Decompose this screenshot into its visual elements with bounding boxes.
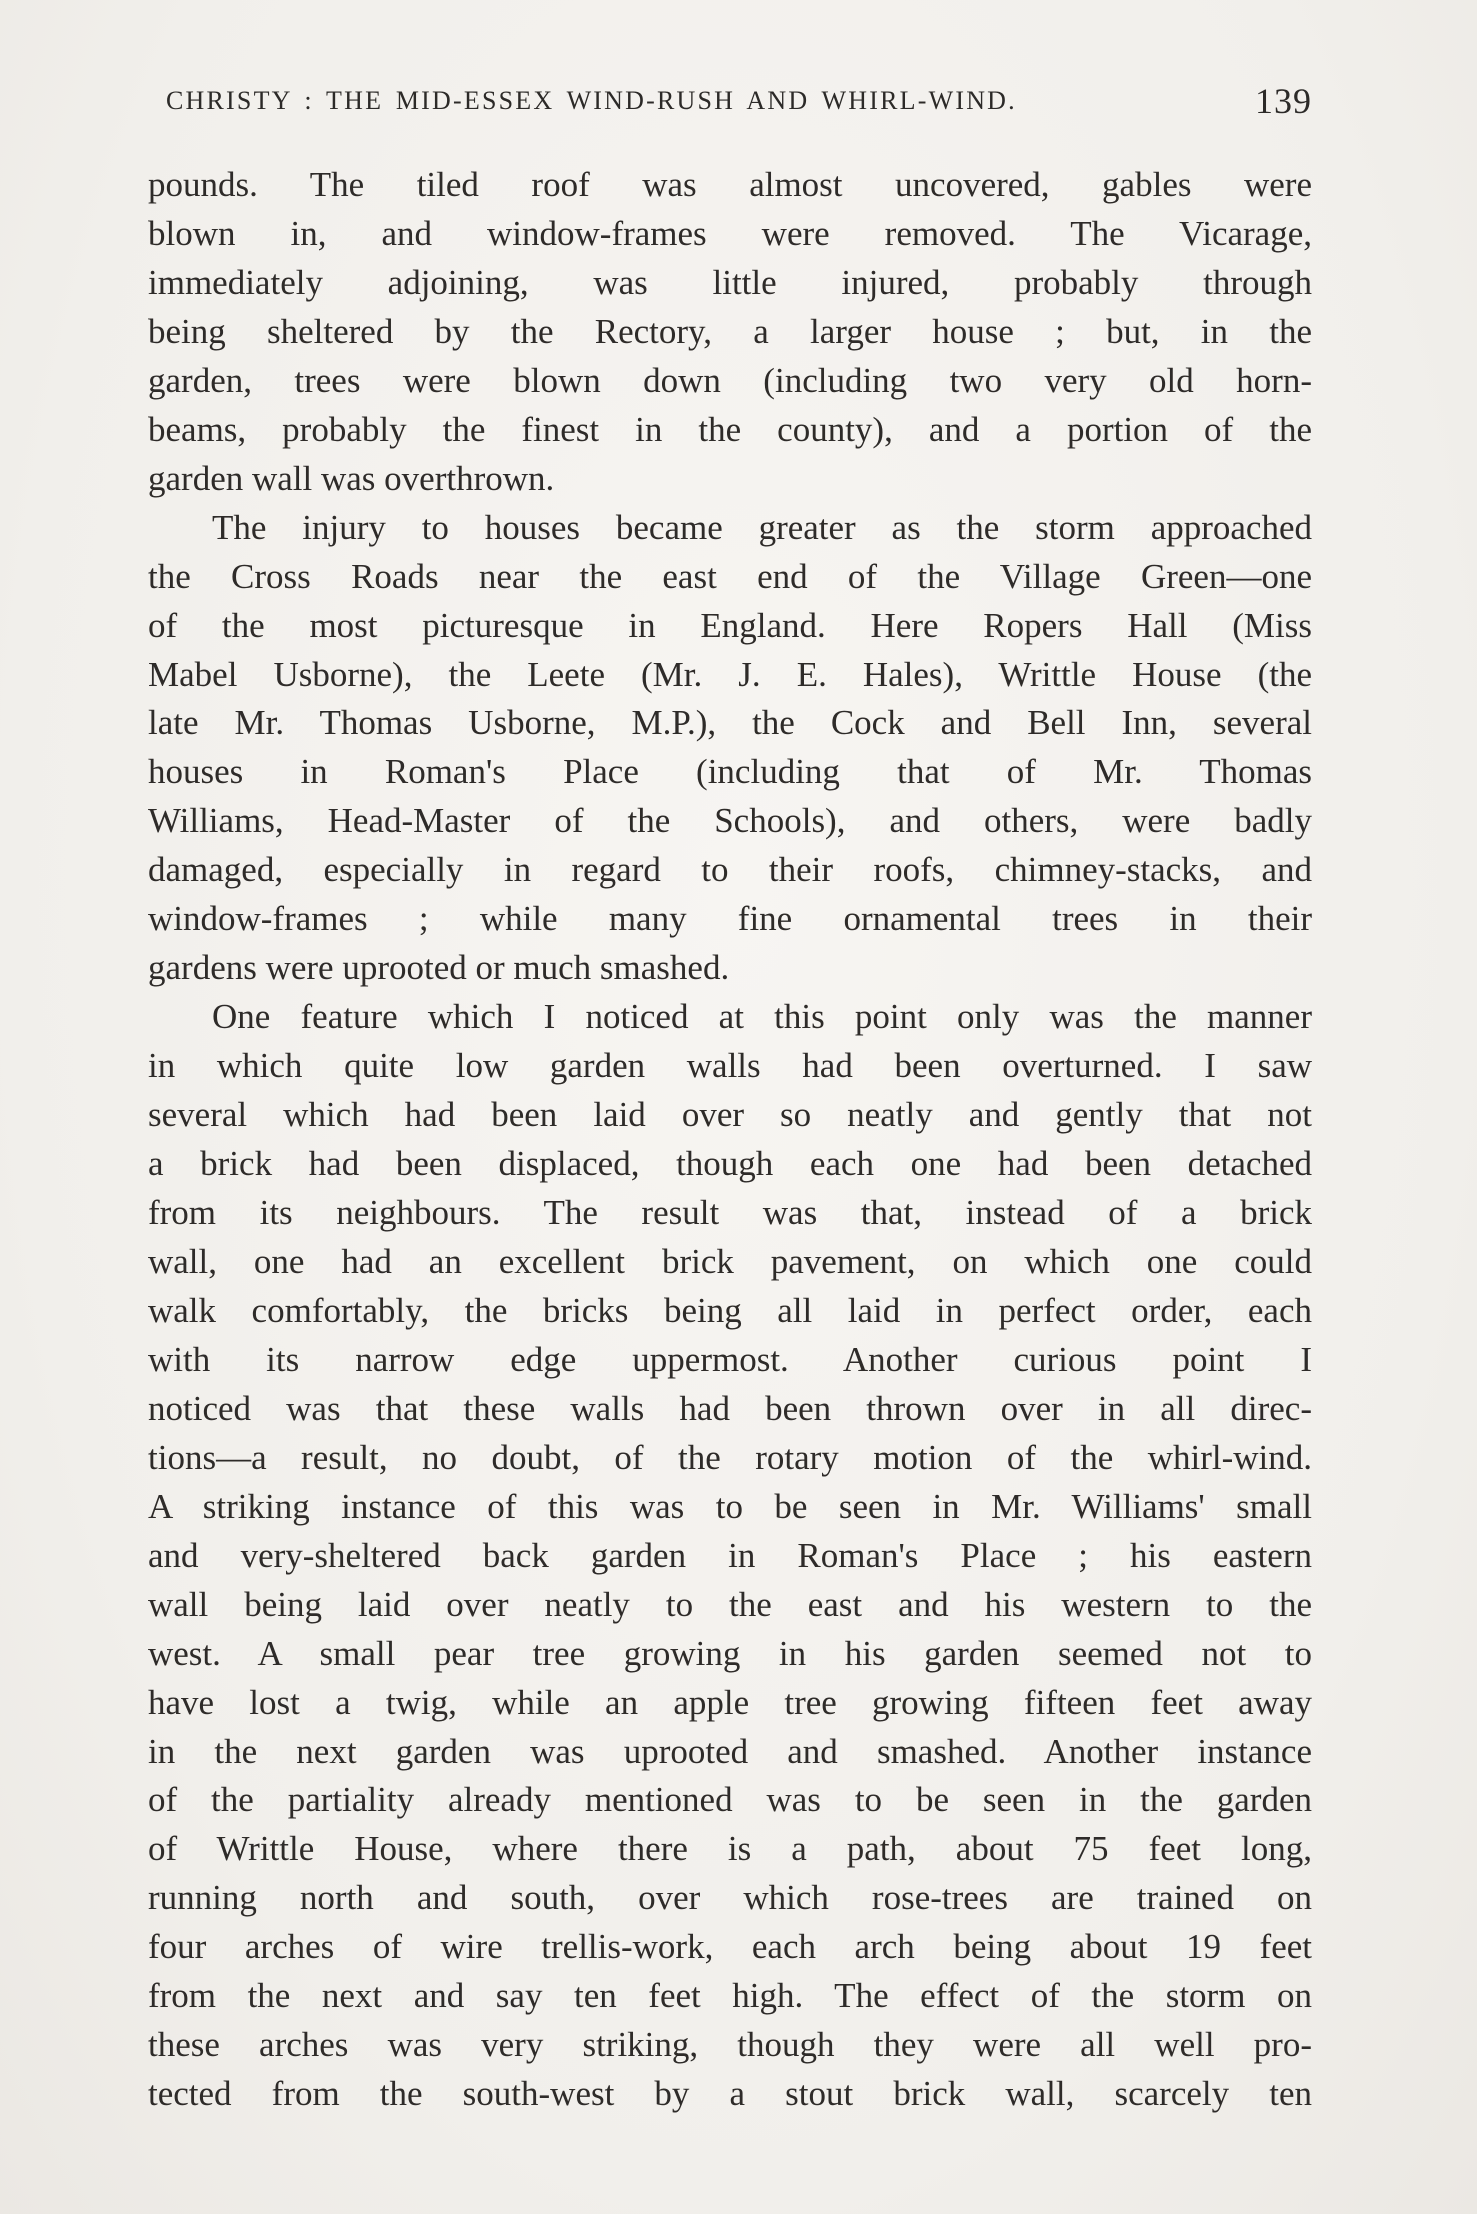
text-line: window-frames ; while many fine ornamental trees in their	[148, 899, 1312, 939]
text-line: being sheltered by the Rectory, a larger house ; but, in the	[148, 311, 1312, 351]
paragraph	[148, 993, 1312, 2119]
running-head: CHRISTY : THE MID-ESSEX WIND-RUSH AND WHIRL-WIND.	[166, 86, 1017, 115]
text-line: late Mr. Thomas Usborne, M.P.), the Cock and Bell Inn, several	[148, 703, 1312, 743]
text-line: houses in Roman's Place (including that of Mr. Thomas	[148, 752, 1312, 792]
text-line: these arches was very striking, though they were all well pro-	[148, 2025, 1312, 2065]
text-line: noticed was that these walls had been thrown over in all direc-	[148, 1388, 1312, 1428]
text-line: tions—a result, no doubt, of the rotary motion of the whirl-wind.	[148, 1437, 1312, 1477]
page-number: 139	[1255, 81, 1312, 121]
text-line: with its narrow edge uppermost. Another curious point I	[148, 1339, 1312, 1379]
text-line: pounds. The tiled roof was almost uncovered, gables were	[148, 165, 1312, 204]
text-line: of the partiality already mentioned was to be seen in the garden	[148, 1780, 1312, 1820]
body-text	[148, 161, 1312, 2119]
text-line: tected from the south-west by a stout brick wall, scarcely ten	[148, 2074, 1312, 2114]
text-line: damaged, especially in regard to their roofs, chimney-stacks, and	[148, 850, 1312, 890]
text-line: of Writtle House, where there is a path, about 75 feet long,	[148, 1829, 1312, 1869]
text-line: several which had been laid over so neatly and gently that not	[148, 1095, 1312, 1135]
text-line: garden wall was overthrown.	[148, 458, 555, 498]
text-line: One feature which I noticed at this point only was the manner	[212, 997, 1312, 1037]
text-line: wall being laid over neatly to the east and his western to the	[148, 1584, 1312, 1624]
text-line: wall, one had an excellent brick pavement, on which one could	[148, 1241, 1312, 1281]
text-line: immediately adjoining, was little injured, probably through	[148, 262, 1312, 302]
text-line: a brick had been displaced, though each one had been detached	[148, 1144, 1312, 1184]
text-line: The injury to houses became greater as the storm approached	[212, 507, 1312, 547]
text-line: A striking instance of this was to be seen in Mr. Williams' small	[148, 1486, 1312, 1526]
text-line: in the next garden was uprooted and smashed. Another instance	[148, 1731, 1312, 1771]
text-line: running north and south, over which rose-trees are trained on	[148, 1878, 1312, 1918]
text-line: the Cross Roads near the east end of the Village Green—one	[148, 556, 1312, 596]
text-line: gardens were uprooted or much smashed.	[148, 948, 730, 988]
text-line: beams, probably the finest in the county), and a portion of the	[148, 409, 1312, 449]
text-line: blown in, and window-frames were removed. The Vicarage,	[148, 213, 1312, 253]
text-line: of the most picturesque in England. Here Ropers Hall (Miss	[148, 605, 1312, 645]
text-line: from its neighbours. The result was that, instead of a brick	[148, 1193, 1312, 1233]
text-line: four arches of wire trellis-work, each arch being about 19 feet	[148, 1927, 1312, 1967]
text-line: walk comfortably, the bricks being all laid in perfect order, each	[148, 1290, 1312, 1330]
paragraph	[148, 504, 1312, 994]
text-line: west. A small pear tree growing in his garden seemed not to	[148, 1633, 1312, 1673]
text-line: Williams, Head-Master of the Schools), and others, were badly	[148, 801, 1312, 841]
text-line: have lost a twig, while an apple tree growing fifteen feet away	[148, 1682, 1312, 1722]
paragraph	[148, 161, 1312, 504]
page-header	[166, 80, 1312, 130]
text-line: in which quite low garden walls had been overturned. I saw	[148, 1046, 1312, 1086]
text-line: and very-sheltered back garden in Roman's Place ; his eastern	[148, 1535, 1312, 1575]
text-line: from the next and say ten feet high. The effect of the storm on	[148, 1976, 1312, 2016]
text-line: Mabel Usborne), the Leete (Mr. J. E. Hales), Writtle House (the	[148, 654, 1312, 694]
text-line: garden, trees were blown down (including two very old horn-	[148, 360, 1312, 400]
